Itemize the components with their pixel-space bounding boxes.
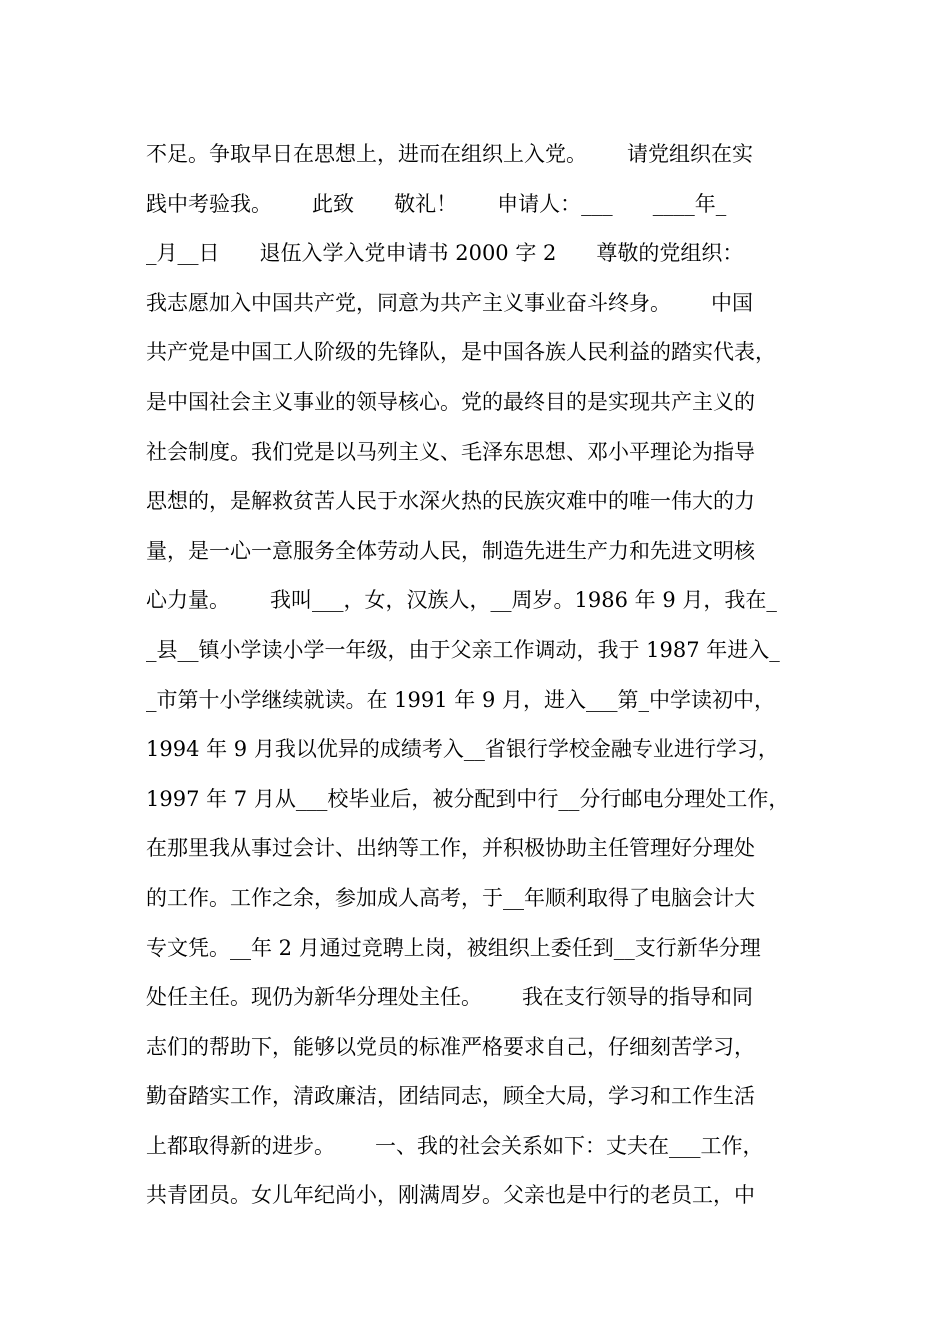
body-text: [146, 130, 826, 1221]
text-line: 在那里我从事过会计、出纳等工作，并积极协助主任管理好分理处: [146, 836, 755, 861]
text-line: _市第十小学继续就读。在 1991 年 9 月，进入___第_中学读初中，: [146, 687, 776, 712]
text-line: 1997 年 7 月从___校毕业后，被分配到中行__分行邮电分理处工作，: [146, 786, 790, 811]
text-line: 社会制度。我们党是以马列主义、毛泽东思想、邓小平理论为指导: [146, 439, 755, 464]
text-line: _县__镇小学读小学一年级，由于父亲工作调动，我于 1987 年进入_: [146, 637, 780, 662]
text-line: 践中考验我。 此致 敬礼！ 申请人：___ ____年_: [146, 191, 727, 216]
text-line: 心力量。 我叫___，女，汉族人，__周岁。1986 年 9 月，我在_: [146, 588, 777, 613]
text-line: 我志愿加入中国共产党，同意为共产主义事业奋斗终身。 中国: [146, 290, 754, 315]
text-line: 处任主任。现仍为新华分理处主任。 我在支行领导的指导和同: [146, 985, 754, 1010]
text-line: 1994 年 9 月我以优异的成绩考入__省银行学校金融专业进行学习，: [146, 737, 779, 762]
text-line: _月__日 退伍入学入党申请书 2000 字 2 尊敬的党组织：: [146, 241, 744, 266]
text-line: 勤奋踏实工作，清政廉洁，团结同志，顾全大局，学习和工作生活: [146, 1084, 755, 1109]
text-line: 是中国社会主义事业的领导核心。党的最终目的是实现共产主义的: [146, 389, 755, 414]
text-line: 量，是一心一意服务全体劳动人民，制造先进生产力和先进文明核: [146, 538, 755, 563]
text-line: 不足。争取早日在思想上，进而在组织上入党。 请党组织在实: [146, 142, 754, 166]
text-line: 思想的，是解救贫苦人民于水深火热的民族灾难中的唯一伟大的力: [146, 489, 755, 514]
text-line: 共青团员。女儿年纪尚小，刚满周岁。父亲也是中行的老员工，中: [146, 1183, 755, 1208]
text-line: 的工作。工作之余，参加成人高考，于__年顺利取得了电脑会计大: [146, 885, 755, 910]
text-line: 共产党是中国工人阶级的先锋队，是中国各族人民利益的踏实代表，: [146, 340, 776, 365]
text-line: 上都取得新的进步。 一、我的社会关系如下：丈夫在___工作，: [146, 1133, 764, 1158]
text-line: 志们的帮助下，能够以党员的标准严格要求自己，仔细刻苦学习，: [146, 1034, 755, 1059]
text-line: 专文凭。__年 2 月通过竞聘上岗，被组织上委任到__支行新华分理: [146, 935, 761, 960]
